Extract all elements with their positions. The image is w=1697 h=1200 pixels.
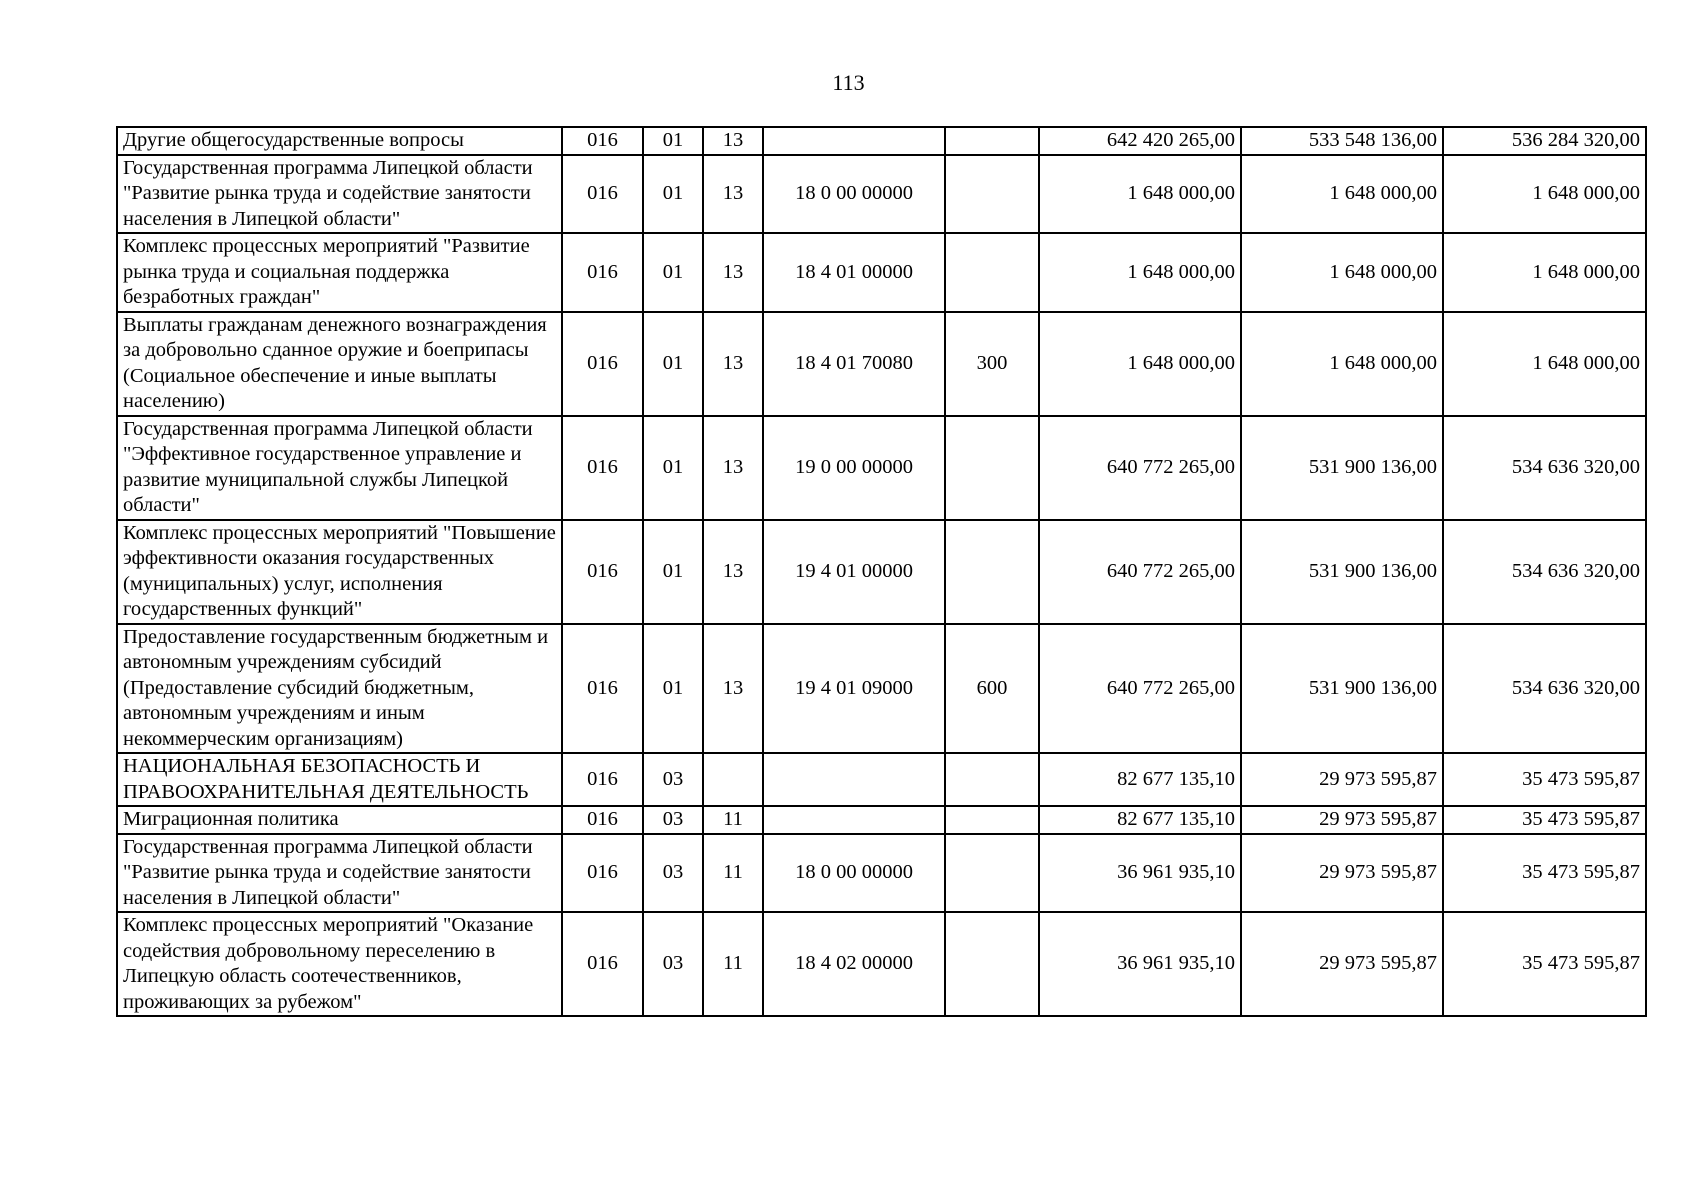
table-row bbox=[117, 127, 1646, 155]
row-name-cell: Другие общегосударственные вопросы bbox=[117, 127, 562, 155]
admin-code-cell: 016 bbox=[562, 312, 643, 416]
table-row bbox=[117, 312, 1646, 416]
admin-code-cell: 016 bbox=[562, 912, 643, 1016]
admin-code-cell: 016 bbox=[562, 155, 643, 234]
amount-year1-cell: 640 772 265,00 bbox=[1039, 624, 1241, 754]
admin-code-cell: 016 bbox=[562, 127, 643, 155]
section-code-cell: 01 bbox=[643, 416, 703, 520]
amount-year2-cell: 1 648 000,00 bbox=[1241, 233, 1443, 312]
amount-year1-cell: 640 772 265,00 bbox=[1039, 520, 1241, 624]
section-code-cell: 01 bbox=[643, 233, 703, 312]
amount-year1-cell: 1 648 000,00 bbox=[1039, 233, 1241, 312]
target-article-cell: 18 4 01 00000 bbox=[763, 233, 945, 312]
target-article-cell bbox=[763, 753, 945, 806]
subsection-code-cell bbox=[703, 753, 763, 806]
expense-type-cell bbox=[945, 233, 1039, 312]
amount-year2-cell: 531 900 136,00 bbox=[1241, 416, 1443, 520]
expense-type-cell bbox=[945, 806, 1039, 834]
expense-type-cell bbox=[945, 155, 1039, 234]
row-name-cell: Комплекс процессных мероприятий "Оказание содействия добровольному переселению в Липецкую область соотечественников, проживающих за рубежом" bbox=[117, 912, 562, 1016]
amount-year1-cell: 1 648 000,00 bbox=[1039, 312, 1241, 416]
admin-code-cell: 016 bbox=[562, 806, 643, 834]
subsection-code-cell: 13 bbox=[703, 155, 763, 234]
expense-type-cell bbox=[945, 753, 1039, 806]
expense-type-cell: 300 bbox=[945, 312, 1039, 416]
subsection-code-cell: 11 bbox=[703, 834, 763, 913]
amount-year3-cell: 534 636 320,00 bbox=[1443, 416, 1646, 520]
table-row bbox=[117, 233, 1646, 312]
table-row bbox=[117, 155, 1646, 234]
section-code-cell: 03 bbox=[643, 753, 703, 806]
target-article-cell: 19 4 01 09000 bbox=[763, 624, 945, 754]
amount-year2-cell: 1 648 000,00 bbox=[1241, 155, 1443, 234]
section-code-cell: 03 bbox=[643, 806, 703, 834]
subsection-code-cell: 13 bbox=[703, 416, 763, 520]
amount-year3-cell: 35 473 595,87 bbox=[1443, 834, 1646, 913]
row-name-cell: Комплекс процессных мероприятий "Развитие рынка труда и социальная поддержка безработных граждан" bbox=[117, 233, 562, 312]
subsection-code-cell: 13 bbox=[703, 520, 763, 624]
amount-year1-cell: 36 961 935,10 bbox=[1039, 912, 1241, 1016]
amount-year3-cell: 35 473 595,87 bbox=[1443, 753, 1646, 806]
row-name-cell: Комплекс процессных мероприятий "Повышение эффективности оказания государственных (муниципальных) услуг, исполнения государственных функций" bbox=[117, 520, 562, 624]
row-name-cell: НАЦИОНАЛЬНАЯ БЕЗОПАСНОСТЬ И ПРАВООХРАНИТЕЛЬНАЯ ДЕЯТЕЛЬНОСТЬ bbox=[117, 753, 562, 806]
page-number: 113 bbox=[832, 70, 865, 95]
target-article-cell: 18 4 01 70080 bbox=[763, 312, 945, 416]
target-article-cell: 19 4 01 00000 bbox=[763, 520, 945, 624]
section-code-cell: 01 bbox=[643, 520, 703, 624]
amount-year3-cell: 1 648 000,00 bbox=[1443, 155, 1646, 234]
table-row bbox=[117, 520, 1646, 624]
expense-type-cell bbox=[945, 520, 1039, 624]
amount-year2-cell: 533 548 136,00 bbox=[1241, 127, 1443, 155]
admin-code-cell: 016 bbox=[562, 753, 643, 806]
section-code-cell: 03 bbox=[643, 834, 703, 913]
subsection-code-cell: 11 bbox=[703, 912, 763, 1016]
section-code-cell: 01 bbox=[643, 312, 703, 416]
admin-code-cell: 016 bbox=[562, 416, 643, 520]
amount-year3-cell: 35 473 595,87 bbox=[1443, 806, 1646, 834]
target-article-cell: 18 0 00 00000 bbox=[763, 155, 945, 234]
budget-table bbox=[116, 126, 1647, 1017]
expense-type-cell bbox=[945, 127, 1039, 155]
target-article-cell: 19 0 00 00000 bbox=[763, 416, 945, 520]
expense-type-cell bbox=[945, 416, 1039, 520]
row-name-cell: Государственная программа Липецкой области "Развитие рынка труда и содействие занятости населения в Липецкой области" bbox=[117, 834, 562, 913]
amount-year1-cell: 82 677 135,10 bbox=[1039, 753, 1241, 806]
amount-year3-cell: 536 284 320,00 bbox=[1443, 127, 1646, 155]
expense-type-cell: 600 bbox=[945, 624, 1039, 754]
row-name-cell: Государственная программа Липецкой области "Эффективное государственное управление и развитие муниципальной службы Липецкой области" bbox=[117, 416, 562, 520]
amount-year2-cell: 29 973 595,87 bbox=[1241, 806, 1443, 834]
subsection-code-cell: 13 bbox=[703, 127, 763, 155]
amount-year2-cell: 29 973 595,87 bbox=[1241, 834, 1443, 913]
amount-year2-cell: 1 648 000,00 bbox=[1241, 312, 1443, 416]
table-row bbox=[117, 624, 1646, 754]
row-name-cell: Миграционная политика bbox=[117, 806, 562, 834]
subsection-code-cell: 11 bbox=[703, 806, 763, 834]
amount-year1-cell: 82 677 135,10 bbox=[1039, 806, 1241, 834]
table-row bbox=[117, 416, 1646, 520]
amount-year3-cell: 534 636 320,00 bbox=[1443, 520, 1646, 624]
amount-year3-cell: 1 648 000,00 bbox=[1443, 233, 1646, 312]
amount-year2-cell: 29 973 595,87 bbox=[1241, 753, 1443, 806]
section-code-cell: 03 bbox=[643, 912, 703, 1016]
section-code-cell: 01 bbox=[643, 127, 703, 155]
table-row bbox=[117, 753, 1646, 806]
amount-year1-cell: 640 772 265,00 bbox=[1039, 416, 1241, 520]
target-article-cell bbox=[763, 806, 945, 834]
amount-year3-cell: 1 648 000,00 bbox=[1443, 312, 1646, 416]
amount-year3-cell: 35 473 595,87 bbox=[1443, 912, 1646, 1016]
table-row bbox=[117, 834, 1646, 913]
row-name-cell: Предоставление государственным бюджетным и автономным учреждениям субсидий (Предоставление субсидий бюджетным, автономным учреждениям и иным некоммерческим организациям) bbox=[117, 624, 562, 754]
section-code-cell: 01 bbox=[643, 155, 703, 234]
table-row bbox=[117, 912, 1646, 1016]
row-name-cell: Государственная программа Липецкой области "Развитие рынка труда и содействие занятости населения в Липецкой области" bbox=[117, 155, 562, 234]
target-article-cell: 18 4 02 00000 bbox=[763, 912, 945, 1016]
admin-code-cell: 016 bbox=[562, 624, 643, 754]
subsection-code-cell: 13 bbox=[703, 312, 763, 416]
amount-year2-cell: 531 900 136,00 bbox=[1241, 520, 1443, 624]
amount-year1-cell: 36 961 935,10 bbox=[1039, 834, 1241, 913]
table-row bbox=[117, 806, 1646, 834]
target-article-cell: 18 0 00 00000 bbox=[763, 834, 945, 913]
subsection-code-cell: 13 bbox=[703, 233, 763, 312]
amount-year1-cell: 642 420 265,00 bbox=[1039, 127, 1241, 155]
expense-type-cell bbox=[945, 834, 1039, 913]
section-code-cell: 01 bbox=[643, 624, 703, 754]
target-article-cell bbox=[763, 127, 945, 155]
amount-year2-cell: 531 900 136,00 bbox=[1241, 624, 1443, 754]
expense-type-cell bbox=[945, 912, 1039, 1016]
amount-year3-cell: 534 636 320,00 bbox=[1443, 624, 1646, 754]
amount-year1-cell: 1 648 000,00 bbox=[1039, 155, 1241, 234]
subsection-code-cell: 13 bbox=[703, 624, 763, 754]
admin-code-cell: 016 bbox=[562, 834, 643, 913]
admin-code-cell: 016 bbox=[562, 233, 643, 312]
row-name-cell: Выплаты гражданам денежного вознаграждения за добровольно сданное оружие и боеприпасы (Социальное обеспечение и иные выплаты населению) bbox=[117, 312, 562, 416]
admin-code-cell: 016 bbox=[562, 520, 643, 624]
amount-year2-cell: 29 973 595,87 bbox=[1241, 912, 1443, 1016]
